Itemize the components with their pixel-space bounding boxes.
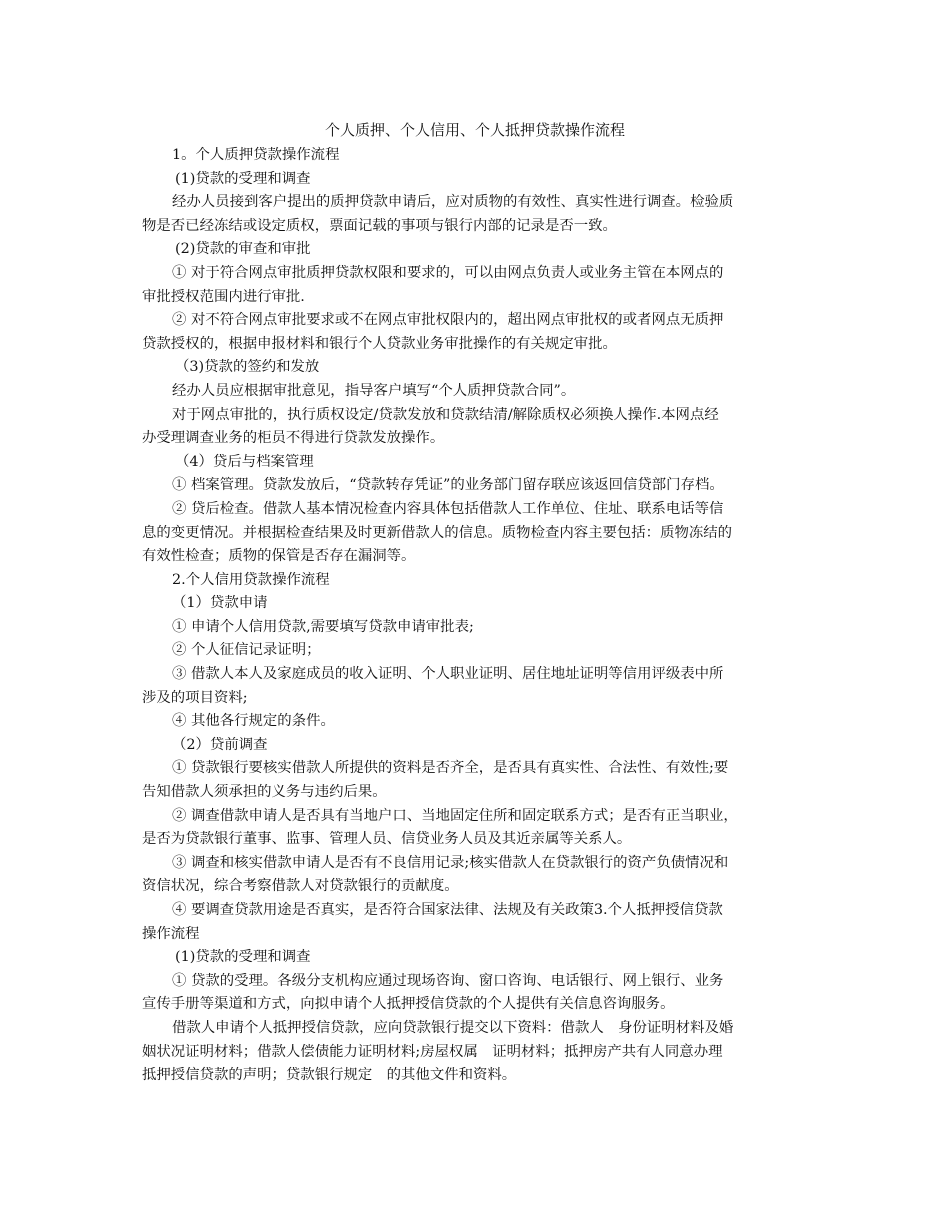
text-line: (1)贷款的受理和调查 bbox=[175, 170, 311, 187]
text-line: 借款人申请个人抵押授信贷款，应向贷款银行提交以下资料：借款人 身份证明材料及婚 bbox=[172, 1019, 734, 1036]
document-body bbox=[142, 144, 810, 1088]
text-line: ① 申请个人信用贷款,需要填写贷款申请审批表; bbox=[172, 618, 474, 635]
text-line: 经办人员应根据审批意见，指导客户填写“个人质押贷款合同”。 bbox=[172, 382, 576, 399]
text-line: ① 对于符合网点审批质押贷款权限和要求的，可以由网点负责人或业务主管在本网点的 bbox=[172, 264, 724, 281]
text-line: （4）贷后与档案管理 bbox=[175, 453, 314, 470]
text-line: ① 档案管理。贷款发放后，“贷款转存凭证”的业务部门留存联应该返回信贷部门存档。 bbox=[172, 477, 724, 494]
text-line: ④ 其他各行规定的条件。 bbox=[172, 713, 335, 730]
text-line: ④ 要调查贷款用途是否真实，是否符合国家法律、法规及有关政策3.个人抵押授信贷款 bbox=[172, 902, 723, 918]
text-line: 办受理调查业务的柜员不得进行贷款发放操作。 bbox=[142, 430, 445, 447]
text-line: (1)贷款的受理和调查 bbox=[175, 949, 311, 966]
text-line: (2)贷款的审查和审批 bbox=[175, 241, 311, 258]
text-line: 2.个人信用贷款操作流程 bbox=[172, 571, 330, 588]
text-line: 资信状况，综合考察借款人对贷款银行的贡献度。 bbox=[142, 878, 459, 895]
text-line: ① 贷款银行要核实借款人所提供的资料是否齐全，是否具有真实性、合法性、有效性;要 bbox=[172, 760, 729, 777]
text-line: ② 对不符合网点审批要求或不在网点审批权限内的，超出网点审批权的或者网点无质押 bbox=[172, 312, 724, 329]
text-line: ② 贷后检查。借款人基本情况检查内容具体包括借款人工作单位、住址、联系电话等信 bbox=[172, 500, 724, 517]
text-line: （2）贷前调查 bbox=[172, 736, 268, 753]
text-line: 1。个人质押贷款操作流程 bbox=[172, 147, 340, 163]
text-line: ③ 借款人本人及家庭成员的收入证明、个人职业证明、居住地址证明等信用评级表中所 bbox=[172, 666, 724, 683]
text-line: 姻状况证明材料；借款人偿债能力证明材料;房屋权属 证明材料；抵押房产共有人同意办理 bbox=[142, 1043, 723, 1060]
text-line: 操作流程 bbox=[142, 925, 200, 942]
text-line: （1）贷款申请 bbox=[172, 595, 268, 612]
text-line: 审批授权范围内进行审批. bbox=[142, 288, 305, 305]
text-line: 是否为贷款银行董事、监事、管理人员、信贷业务人员及其近亲属等关系人。 bbox=[142, 831, 632, 848]
text-line: 经办人员接到客户提出的质押贷款申请后，应对质物的有效性、真实性进行调查。检验质 bbox=[172, 194, 734, 211]
text-line: 宣传手册等渠道和方式，向拟申请个人抵押授信贷款的个人提供有关信息咨询服务。 bbox=[142, 996, 675, 1013]
text-line: 贷款授权的，根据申报材料和银行个人贷款业务审批操作的有关规定审批。 bbox=[142, 335, 617, 352]
text-line: 息的变更情况。并根据检查结果及时更新借款人的信息。质物检查内容主要包括：质物冻结的 bbox=[142, 524, 733, 541]
text-line: 告知借款人须承担的义务与违约后果。 bbox=[142, 784, 387, 801]
text-line: ① 贷款的受理。各级分支机构应通过现场咨询、窗口咨询、电话银行、网上银行、业务 bbox=[172, 972, 724, 989]
text-line: 涉及的项目资料; bbox=[142, 689, 248, 706]
text-line: ③ 调查和核实借款申请人是否有不良信用记录;核实借款人在贷款银行的资产负债情况和 bbox=[172, 854, 729, 871]
text-line: 有效性检查；质物的保管是否存在漏洞等。 bbox=[142, 548, 416, 565]
text-line: 物是否已经冻结或设定质权，票面记载的事项与银行内部的记录是否一致。 bbox=[142, 217, 617, 234]
document-title: 个人质押、个人信用、个人抵押贷款操作流程 bbox=[324, 121, 625, 139]
text-line: （3)贷款的签约和发放 bbox=[175, 359, 320, 376]
text-line: ② 个人征信记录证明； bbox=[172, 642, 321, 659]
text-line: 抵押授信贷款的声明；贷款银行规定 的其他文件和资料。 bbox=[142, 1067, 517, 1084]
text-line: 对于网点审批的，执行质权设定/贷款发放和贷款结清/解除质权必须换人操作.本网点经 bbox=[172, 406, 719, 423]
text-line: ② 调查借款申请人是否具有当地户口、当地固定住所和固定联系方式；是否有正当职业， bbox=[172, 807, 738, 824]
